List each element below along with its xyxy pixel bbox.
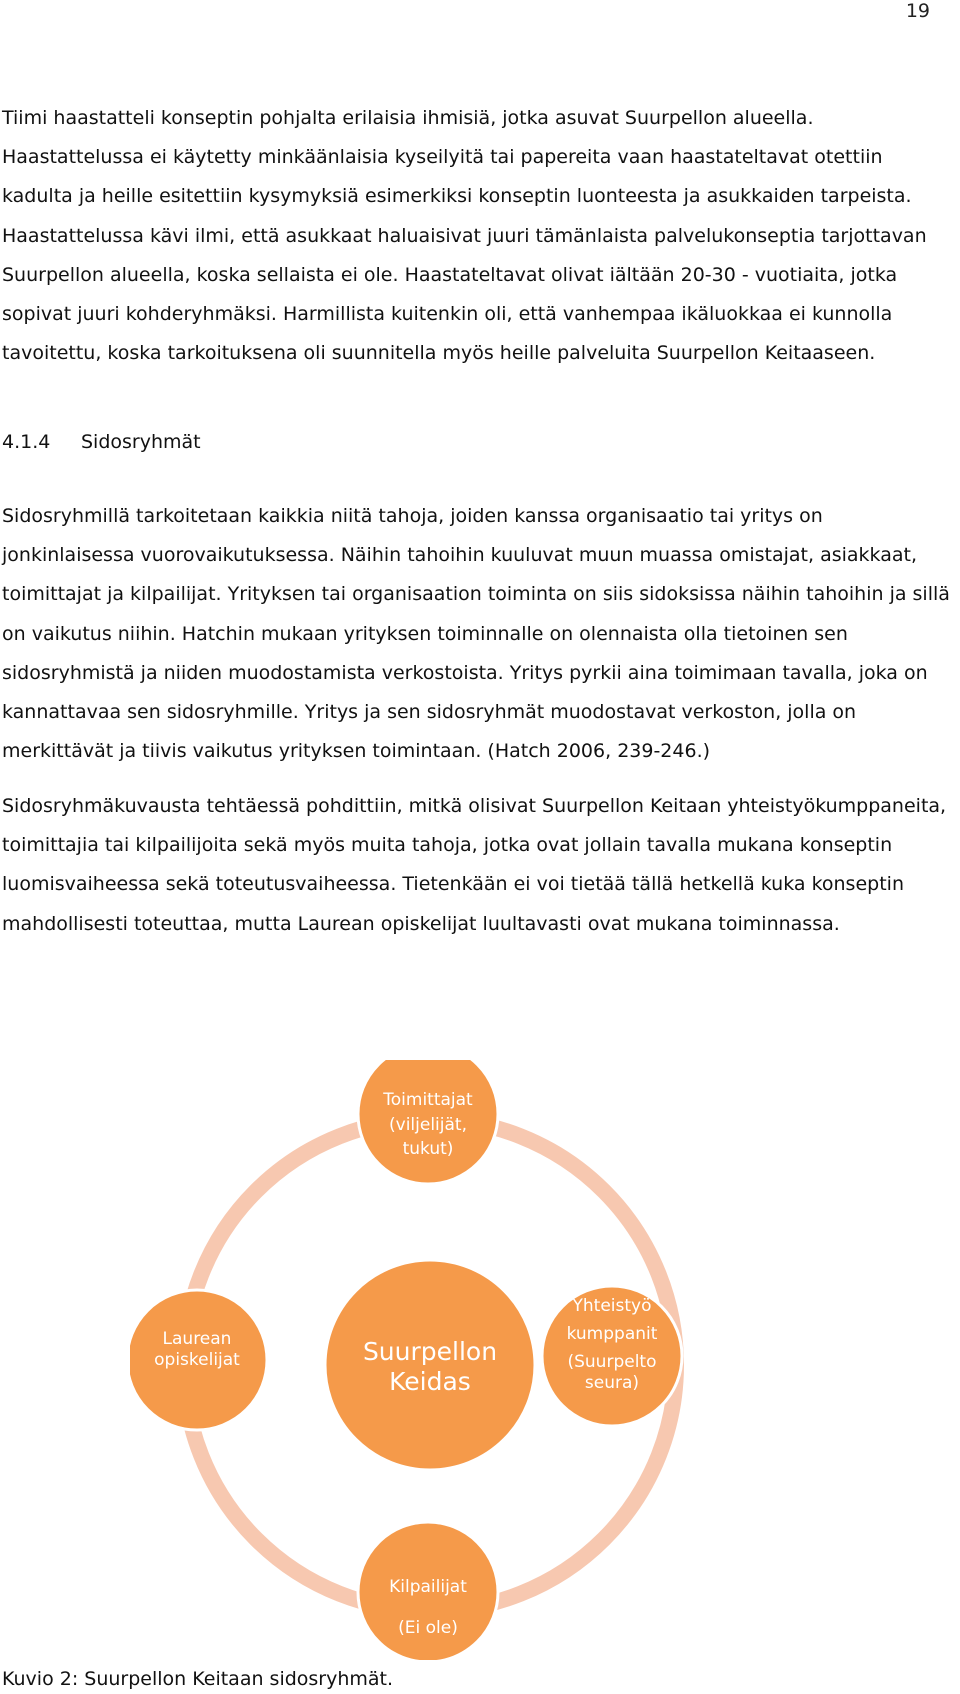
center-node-line-2: Keidas [389, 1367, 471, 1396]
left-node-line-1: Laurean [162, 1329, 232, 1349]
stakeholder-diagram [130, 1060, 830, 1660]
left-node-line-2: opiskelijat [154, 1350, 240, 1370]
top-node-line-1: Toimittajat [383, 1090, 473, 1110]
bottom-node-line-2: (Ei ole) [398, 1618, 458, 1638]
top-node-line-3: tukut) [402, 1139, 454, 1159]
section-title: Sidosryhmät [81, 431, 201, 453]
bottom-node-line-1: Kilpailijat [389, 1577, 467, 1597]
center-node-line-1: Suurpellon [362, 1337, 498, 1366]
right-node-line-3: (Suurpelto [567, 1352, 657, 1372]
paragraph-stakeholder-description: Sidosryhmäkuvausta tehtäessä pohdittiin, mitkä olisivat Suurpellon Keitaan yhteistyökumppaneita, toimittajia tai kilpailijoita sekä myös muita tahoja, jotka ovat jollain tavalla mukana konseptin luomisvaiheessa sekä toteutusvaiheessa. Tietenkään ei voi tietää tällä hetkellä kuka konseptin mahdollisesti toteuttaa, mutta Laurean opiskelijat luultavasti ovat mukana toiminnassa. [2, 795, 947, 935]
section-number: 4.1.4 [2, 431, 51, 453]
top-node-line-2: (viljelijät, [389, 1115, 467, 1135]
paragraph-interviews: Tiimi haastatteli konseptin pohjalta erilaisia ihmisiä, jotka asuvat Suurpellon alueella. Haastattelussa ei käytetty minkäänlaisia kyseilyitä tai papereita vaan haastateltavat otettiin kadulta ja heille esitettiin kysymyksiä esimerkiksi konseptin luonteesta ja asukkaiden tarpeista. Haastattelussa kävi ilmi, että asukkaat haluaisivat juuri tämänlaista palvelukonseptia tarjottavan Suurpellon alueella, koska sellaista ei ole. Haastateltavat olivat iältään 20-30 - vuotiaita, jotka sopivat juuri kohderyhmäksi. Harmillista kuitenkin oli, että vanhempaa ikäluokkaa ei kunnolla tavoitettu, koska tarkoituksena oli suunnitella myös heille palveluita Suurpellon Keitaaseen. [2, 107, 927, 365]
figure-caption: Kuvio 2: Suurpellon Keitaan sidosryhmät. [2, 1668, 394, 1690]
right-node-line-1: Yhteistyö [572, 1296, 652, 1316]
section-heading [2, 423, 201, 462]
right-node-line-4: seura) [584, 1373, 640, 1393]
right-node-line-2: kumppanit [566, 1324, 658, 1344]
paragraph-stakeholders-definition: Sidosryhmillä tarkoitetaan kaikkia niitä tahoja, joiden kanssa organisaatio tai yritys on jonkinlaisessa vuorovaikutuksessa. Näihin tahoihin kuuluvat muun muassa omistajat, asiakkaat, toimittajat ja kilpailijat. Yrityksen tai organisaation toiminta on siis sidoksissa näihin tahoihin ja sillä on vaikutus niihin. Hatchin mukaan yrityksen toiminnalle on olennaista olla tietoinen sen sidosryhmistä ja niiden muodostamista verkostoista. Yritys pyrkii aina toimimaan tavalla, joka on kannattavaa sen sidosryhmille. Yritys ja sen sidosryhmät muodostavat verkoston, jolla on merkittävät ja tiivis vaikutus yrityksen toimintaan. (Hatch 2006, 239-246.) [2, 505, 950, 763]
page-number: 19 [905, 0, 930, 22]
stakeholder-diagram-svg [130, 1060, 830, 1660]
